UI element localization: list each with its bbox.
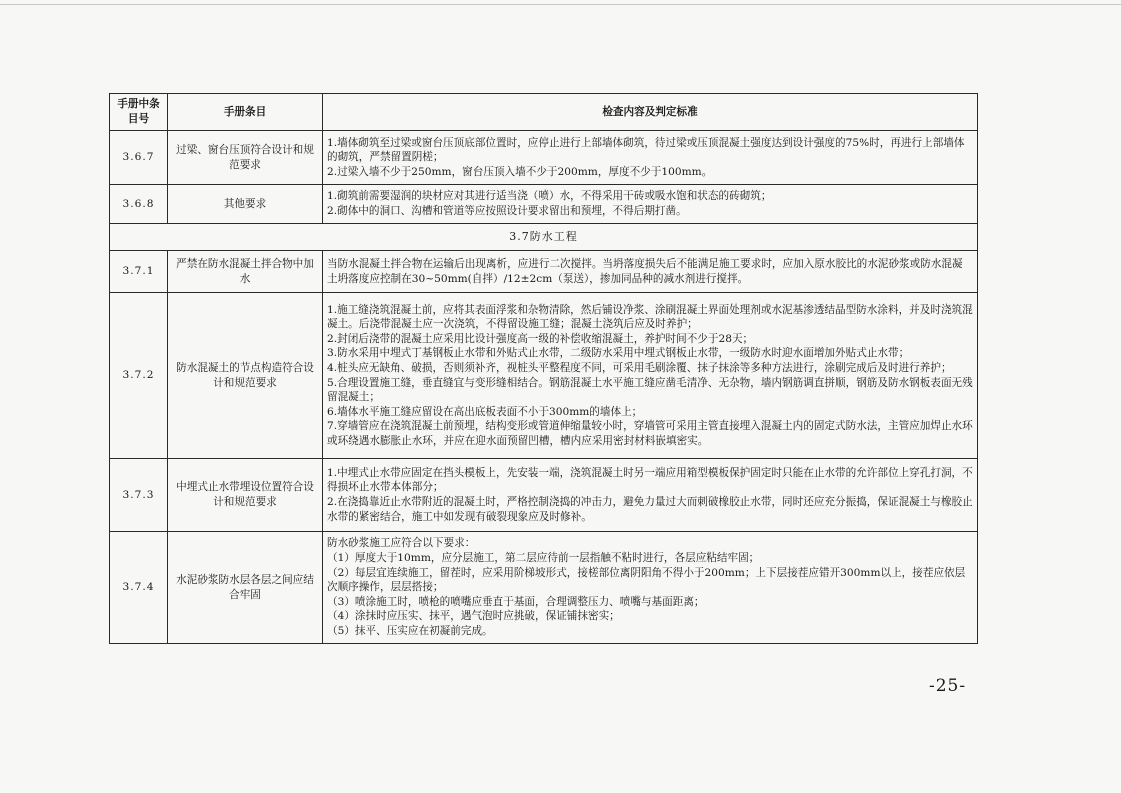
row-number: 3.6.7: [110, 131, 168, 185]
criteria-line: （4）涂抹时应压实、抹平，遇气泡时应挑破，保证铺抹密实；: [327, 610, 620, 623]
table-row: [110, 251, 978, 293]
criteria-line: 7.穿墙管应在浇筑混凝土前预埋，结构变形或管道伸缩量较小时，穿墙管可采用主管直接埋入混凝土内的固定式防水法，主管应加焊止水环或环绕遇水膨胀止水环，并应在迎水面预留凹槽，槽内应采用密封材料嵌填密实。: [327, 420, 973, 447]
criteria-line: 4.桩头应无缺角、破损，否则须补齐，视桩头平整程度不同，可采用毛刷涂覆、抹子抹涂等多种方法进行，涂刷完成后及时进行养护；: [327, 361, 952, 374]
criteria-line: 2.在浇捣靠近止水带附近的混凝土时，严格控制浇捣的冲击力，避免力量过大而刺破橡胶止水带，同时还应充分振捣，保证混凝土与橡胶止水带的紧密结合，施工中如发现有破裂现象应及时修补。: [327, 496, 973, 523]
row-item: 过梁、窗台压顶符合设计和规范要求: [168, 131, 323, 185]
row-criteria: [323, 185, 978, 224]
row-criteria: [323, 293, 978, 459]
row-number: 3.6.8: [110, 185, 168, 224]
table-row: [110, 459, 978, 532]
criteria-line: （3）喷涂施工时，喷枪的喷嘴应垂直于基面，合理调整压力、喷嘴与基面距离；: [327, 595, 705, 608]
criteria-line: 当防水混凝土拌合物在运输后出现离析，应进行二次搅拌。当坍落度损失后不能满足施工要求时，应加入原水胶比的水泥砂浆或防水混凝土坍落度应控制在30~50mm(自拌）/12±2cm（泵送），掺加同品种的减水剂进行搅拌。: [327, 257, 963, 285]
criteria-line: 1.中埋式止水带应固定在挡头模板上，先安装一端，浇筑混凝土时另一端应用箱型模板保护固定时只能在止水带的允许部位上穿孔打洞，不得损坏止水带本体部分；: [327, 466, 973, 494]
row-number: 3.7.3: [110, 459, 168, 532]
row-number: 3.7.4: [110, 532, 168, 644]
row-item: 其他要求: [168, 185, 323, 224]
inspection-table: [109, 93, 978, 644]
row-number: 3.7.1: [110, 251, 168, 293]
row-criteria: [323, 532, 978, 644]
header-criteria: 检查内容及判定标准: [323, 94, 978, 131]
row-number: 3.7.2: [110, 293, 168, 459]
page-number: -25-: [929, 676, 967, 696]
row-item: 中埋式止水带埋设位置符合设计和规范要求: [168, 459, 323, 532]
criteria-line: 5.合理设置施工缝，垂直缝宜与变形缝相结合。钢筋混凝土水平施工缝应凿毛清净、无杂物，墙内钢筋调直拼顺，钢筋及防水钢板表面无残留混凝土；: [327, 376, 973, 404]
header-item-number: 手册中条目号: [110, 94, 168, 131]
row-criteria: [323, 131, 978, 185]
criteria-line: 6.墙体水平施工缝应留设在高出底板表面不小于300mm的墙体上；: [327, 405, 643, 418]
scan-edge-line: [0, 4, 1121, 5]
row-item: 防水混凝土的节点构造符合设计和规范要求: [168, 293, 323, 459]
criteria-line: （1）厚度大于10mm，应分层施工，第二层应待前一层指触不粘时进行，各层应粘结牢固；: [327, 552, 760, 565]
row-criteria: [323, 251, 978, 293]
criteria-line: 1.施工缝浇筑混凝土前，应将其表面浮浆和杂物清除，然后铺设净浆、涂刷混凝土界面处理剂或水泥基渗透结晶型防水涂料，并及时浇筑混凝土。后浇带混凝土应一次浇筑，不得留设施工缝；混凝土浇筑后应及时养护；: [327, 303, 973, 331]
criteria-line: 1.砌筑前需要湿润的块材应对其进行适当浇（喷）水，不得采用干砖或吸水饱和状态的砖砌筑；: [327, 190, 772, 203]
section-row: [110, 224, 978, 251]
criteria-line: 1.墙体砌筑至过梁或窗台压顶底部位置时，应停止进行上部墙体砌筑，待过梁或压顶混凝土强度达到设计强度的75%时，再进行上部墙体的砌筑，严禁留置阴槎；: [327, 136, 965, 164]
criteria-line: 3.防水采用中埋式丁基钢板止水带和外贴式止水带，二级防水采用中埋式钢板止水带，一级防水时迎水面增加外贴式止水带；: [327, 347, 910, 360]
criteria-line: （5）抹平、压实应在初凝前完成。: [327, 624, 493, 637]
criteria-line: 2.砌体中的洞口、沟槽和管道等应按照设计要求留出和预埋，不得后期打凿。: [327, 205, 687, 217]
criteria-line: 防水砂浆施工应符合以下要求：: [327, 537, 476, 550]
criteria-line: （2）每层宜连续施工，留茬时，应采用阶梯坡形式，接槎部位离阴阳角不得小于200mm；上下层接茬应错开300mm以上，接茬应依层次顺序操作，层层搭接；: [327, 566, 966, 594]
row-criteria: [323, 459, 978, 532]
table-row: [110, 131, 978, 185]
header-item-name: 手册条目: [168, 94, 323, 131]
row-item: 严禁在防水混凝土拌合物中加水: [168, 251, 323, 293]
table-header-row: [110, 94, 978, 131]
criteria-line: 2.封闭后浇带的混凝土应采用比设计强度高一级的补偿收缩混凝土，养护时间不少于28天；: [327, 332, 754, 345]
row-item: 水泥砂浆防水层各层之间应结合牢固: [168, 532, 323, 644]
table-row: [110, 532, 978, 644]
table-row: [110, 293, 978, 459]
criteria-line: 2.过梁入墙不少于250mm，窗台压顶入墙不少于200mm，厚度不少于100mm。: [327, 165, 713, 178]
table-row: [110, 185, 978, 224]
section-title: 3.7防水工程: [110, 224, 978, 251]
